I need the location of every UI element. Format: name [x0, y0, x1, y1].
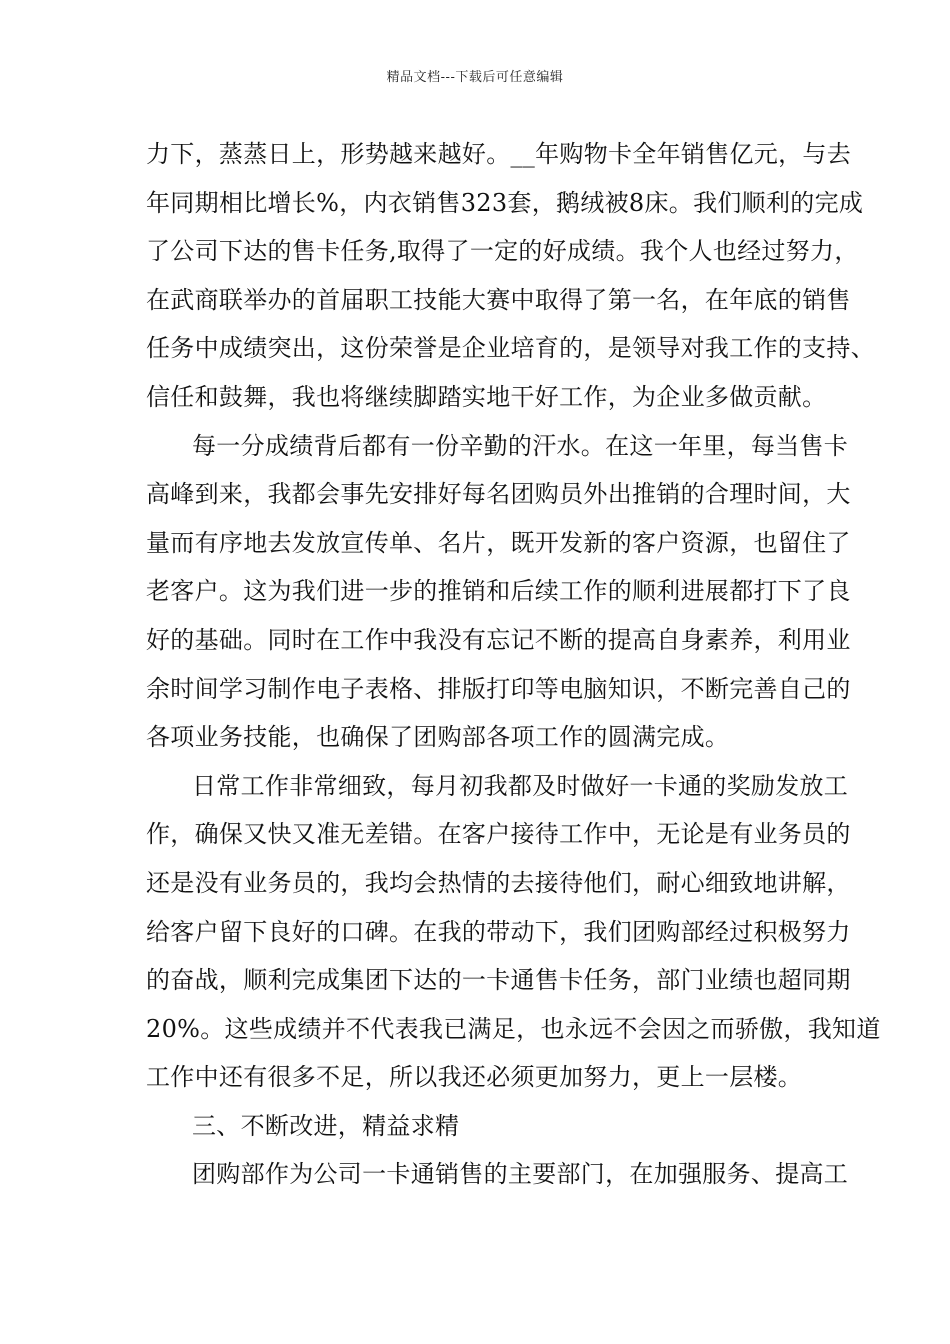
- paragraph-first-line: 日常工作非常细致，每月初我都及时做好一卡通的奖励发放工: [192, 771, 849, 800]
- text-line: 20%。这些成绩并不代表我已满足，也永远不会因之而骄傲，我知道: [146, 1014, 881, 1043]
- text-line: 信任和鼓舞，我也将继续脚踏实地干好工作，为企业多做贡献。: [146, 382, 827, 411]
- text-line: 任务中成绩突出，这份荣誉是企业培育的，是领导对我工作的支持、: [146, 334, 875, 363]
- text-line: 工作中还有很多不足，所以我还必须更加努力，更上一层楼。: [146, 1063, 803, 1092]
- text-line: 高峰到来，我都会事先安排好每名团购员外出推销的合理时间，大: [146, 480, 851, 509]
- text-line: 给客户留下良好的口碑。在我的带动下，我们团购部经过积极努力: [146, 917, 851, 946]
- text-line: 余时间学习制作电子表格、排版打印等电脑知识，不断完善自己的: [146, 674, 851, 703]
- text-line: 作，确保又快又准无差错。在客户接待工作中，无论是有业务员的: [146, 820, 851, 849]
- text-line: 力下，蒸蒸日上，形势越来越好。__年购物卡全年销售亿元，与去: [146, 140, 851, 168]
- text-line: 各项业务技能，也确保了团购部各项工作的圆满完成。: [146, 723, 730, 752]
- text-line: 在武商联举办的首届职工技能大赛中取得了第一名，在年底的销售: [146, 285, 851, 314]
- text-line: 年同期相比增长%，内衣销售323套，鹅绒被8床。我们顺利的完成: [146, 188, 864, 217]
- document-body: [146, 130, 881, 1199]
- text-line: 的奋战，顺利完成集团下达的一卡通售卡任务，部门业绩也超同期: [146, 966, 851, 995]
- text-line: 好的基础。同时在工作中我没有忘记不断的提高自身素养，利用业: [146, 625, 851, 654]
- text-line: 老客户。这为我们进一步的推销和后续工作的顺利进展都打下了良: [146, 577, 851, 606]
- section-heading: 三、不断改进，精益求精: [192, 1111, 460, 1140]
- text-line: 量而有序地去发放宣传单、名片，既开发新的客户资源，也留住了: [146, 528, 851, 557]
- paragraph-first-line: 团购部作为公司一卡通销售的主要部门，在加强服务、提高工: [192, 1160, 849, 1189]
- paragraph-first-line: 每一分成绩背后都有一份辛勤的汗水。在这一年里，每当售卡: [192, 431, 849, 460]
- text-line: 还是没有业务员的，我均会热情的去接待他们，耐心细致地讲解，: [146, 868, 851, 897]
- text-line: 了公司下达的售卡任务,取得了一定的好成绩。我个人也经过努力，: [146, 237, 859, 266]
- page-header: 精品文档---下载后可任意编辑: [386, 70, 564, 85]
